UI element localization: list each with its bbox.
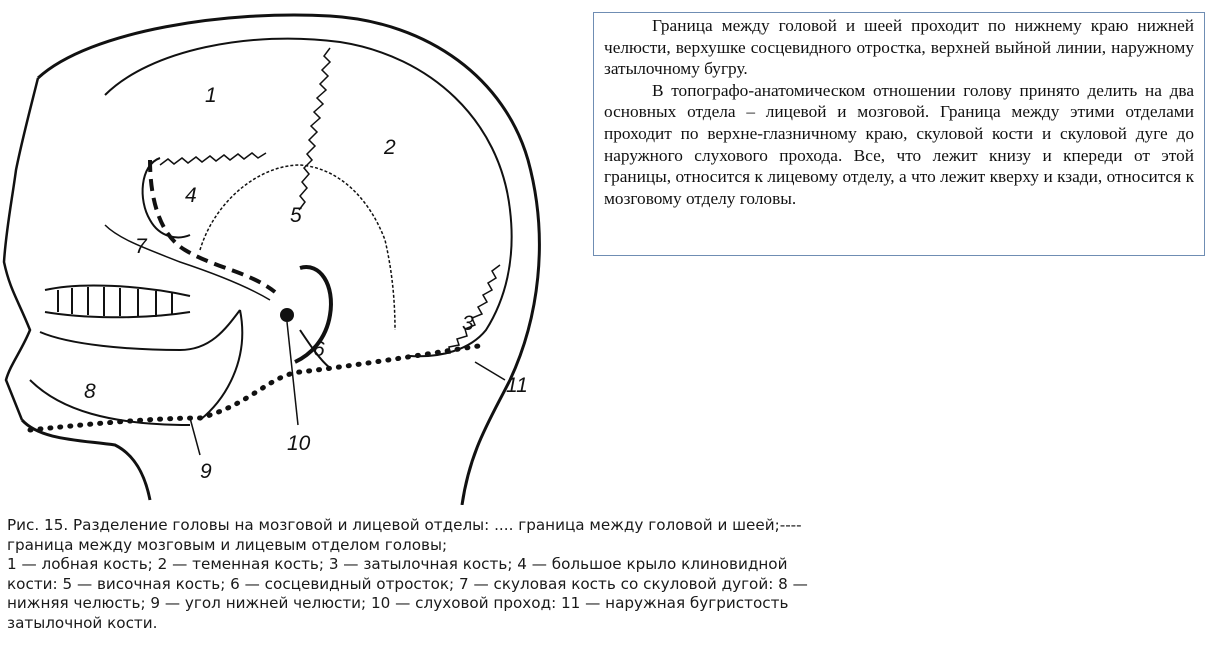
label-9: 9 (200, 460, 212, 483)
label-6: 6 (313, 338, 325, 361)
paragraph-2: В топографо-анатомическом отношении голову принято делить на два основных отдела – лицевой и мозговой. Граница между этими отделами проходит по верхне-глазничному краю, скуловой кости и скуловой дуге до наружного слухового прохода. Все, что лежит книзу и кпереди от этой границы, относится к лицевому отделу, а что лежит кверху и кзади, относится к мозговому отделу головы. (604, 80, 1194, 208)
label-5: 5 (290, 204, 302, 227)
caption-line: Рис. 15. Разделение головы на мозговой и лицевой отделы: .... граница между головой и шеей;---- (7, 516, 802, 534)
caption-line: кости: 5 — височная кость; 6 — сосцевидный отросток; 7 — скуловая кость со скуловой дугой: 8 — (7, 574, 808, 593)
paragraph-1: Граница между головой и шеей проходит по нижнему краю нижней челюсти, верхушке сосцевидного отростка, верхней выйной линии, наружному затылочному бугру. (604, 16, 1194, 79)
teeth (45, 285, 190, 317)
label-10: 10 (287, 432, 311, 455)
caption-line: 1 — лобная кость; 2 — теменная кость; 3 — затылочная кость; 4 — большое крыло клиновидной (7, 555, 788, 574)
caption-line: нижняя челюсть; 9 — угол нижней челюсти; 10 — слуховой проход: 11 — наружная бугристость (7, 594, 789, 613)
sphenoid-suture (160, 153, 266, 165)
leader-11 (475, 362, 505, 380)
figure-caption (7, 516, 1027, 634)
skull-vault (105, 39, 512, 357)
caption-line: затылочной кости. (7, 613, 158, 632)
label-3: 3 (462, 312, 474, 335)
label-7: 7 (135, 235, 147, 258)
description-textbox (593, 12, 1205, 256)
mandible (30, 310, 242, 425)
leader-9 (190, 418, 200, 455)
coronal-suture (299, 48, 330, 210)
label-2: 2 (384, 136, 396, 159)
face-brain-boundary (150, 160, 275, 292)
ear-canal (280, 308, 294, 322)
label-8: 8 (84, 380, 96, 403)
face-profile (4, 78, 38, 420)
neck-front (22, 420, 150, 500)
head-neck-boundary (30, 345, 485, 430)
label-11: 11 (506, 374, 528, 397)
skull-head-diagram (0, 0, 560, 505)
squamosal-suture (200, 165, 395, 330)
caption-line: граница между мозговым и лицевым отделом головы; (7, 535, 448, 554)
label-4: 4 (185, 184, 197, 207)
label-1: 1 (205, 84, 217, 107)
lambdoid-suture (440, 265, 500, 354)
